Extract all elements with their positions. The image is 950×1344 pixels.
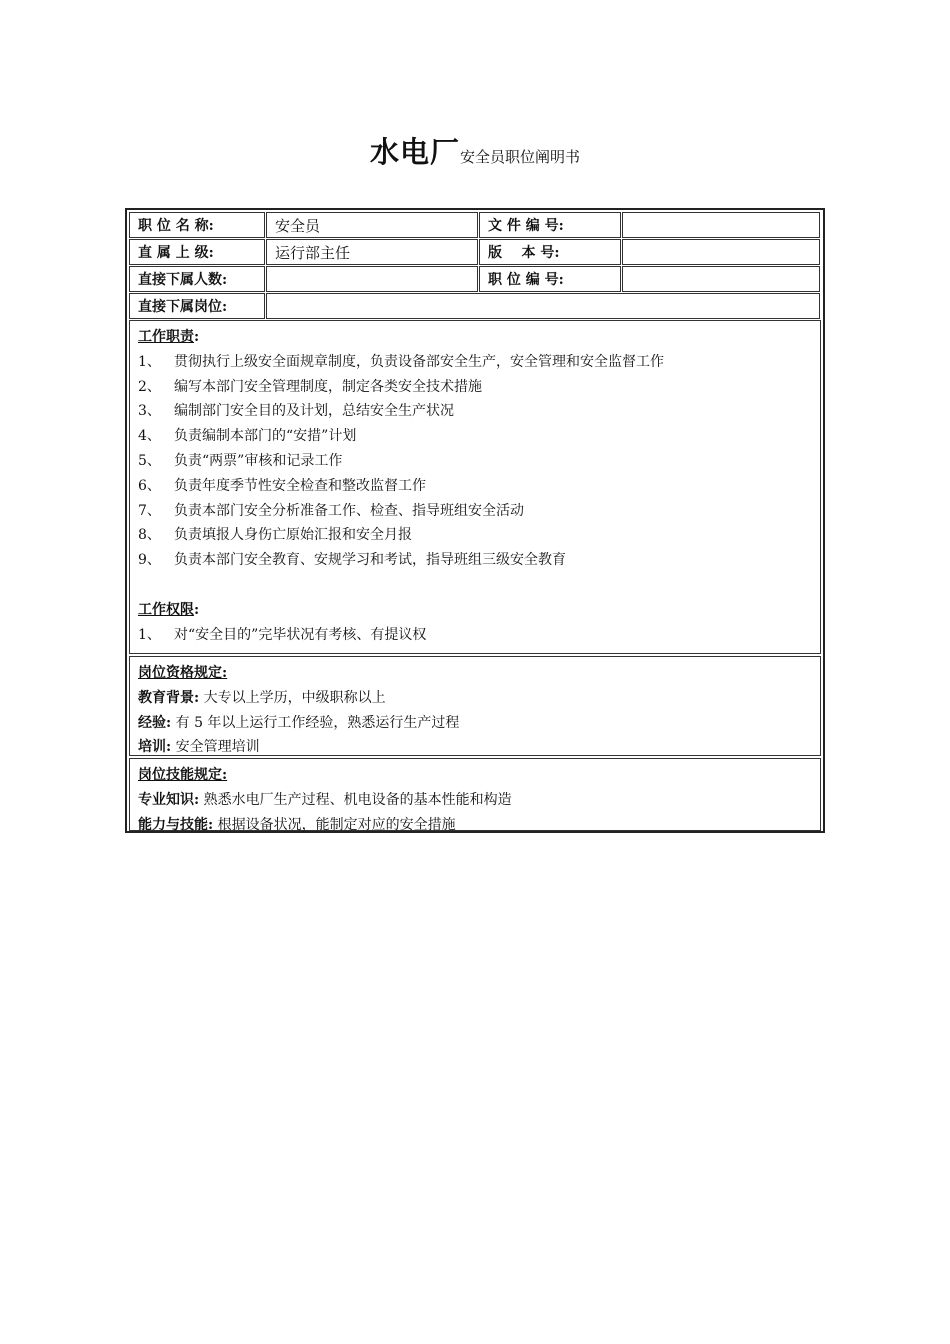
ability-label: 能力与技能: — [138, 816, 214, 833]
duties-section — [129, 320, 821, 654]
blank-line — [138, 573, 820, 598]
doc-no-value — [622, 212, 820, 238]
duty-item: 7、 负责本部门安全分析准备工作、检查、指导班组安全活动 — [138, 502, 524, 519]
duty-item: 9、 负责本部门安全教育、安规学习和考试，指导班组三级安全教育 — [138, 552, 566, 569]
skills-section — [129, 758, 821, 831]
subordinate-posts-label: 直接下属岗位: — [129, 293, 265, 319]
duty-item: 6、 负责年度季节性安全检查和整改监督工作 — [138, 477, 426, 494]
ability-line — [138, 813, 820, 838]
position-name-value: 安全员 — [266, 212, 478, 238]
duty-item: 5、 负责“两票”审核和记录工作 — [138, 452, 343, 469]
subordinate-count-label: 直接下属人数: — [129, 266, 265, 292]
training-line — [138, 735, 820, 760]
subordinate-count-value — [266, 266, 478, 292]
training-label: 培训: — [138, 739, 172, 756]
education-line — [138, 686, 820, 711]
duties-heading-text: 工作职责 — [138, 329, 194, 345]
knowledge-label: 专业知识: — [138, 791, 200, 808]
position-no-label: 职 位 编 号: — [479, 266, 621, 292]
authority-item: 1、 对“安全目的”完毕状况有考核、有提议权 — [138, 626, 427, 643]
title-sub: 安全员职位阐明书 — [460, 148, 581, 166]
qualifications-section — [129, 656, 821, 756]
job-description-table — [125, 208, 825, 833]
superior-value: 运行部主任 — [266, 239, 478, 265]
version-label: 版 本 号: — [479, 239, 621, 265]
info-grid — [129, 212, 821, 320]
position-name-label: 职 位 名 称: — [129, 212, 265, 238]
authority-heading: 工作权限: — [138, 601, 200, 618]
document-title — [0, 130, 950, 171]
education-value: 大专以上学历，中级职称以上 — [203, 689, 386, 706]
title-main: 水电厂 — [369, 135, 460, 169]
superior-label: 直 属 上 级: — [129, 239, 265, 265]
doc-no-label: 文 件 编 号: — [479, 212, 621, 238]
training-value: 安全管理培训 — [175, 739, 260, 756]
knowledge-line — [138, 788, 820, 813]
subordinate-posts-value — [266, 293, 820, 319]
position-no-value — [622, 266, 820, 292]
experience-line — [138, 711, 820, 736]
experience-value: 有 5 年以上运行工作经验，熟悉运行生产过程 — [175, 714, 460, 731]
experience-label: 经验: — [138, 714, 172, 731]
qualifications-heading: 岗位资格规定: — [138, 665, 228, 681]
version-value — [622, 239, 820, 265]
skills-heading: 岗位技能规定: — [138, 767, 228, 783]
ability-value: 根据设备状况，能制定对应的安全措施 — [217, 816, 456, 833]
duty-item: 2、 编写本部门安全管理制度，制定各类安全技术措施 — [138, 378, 482, 395]
duty-item: 4、 负责编制本部门的“安措”计划 — [138, 428, 357, 445]
authority-heading-text: 工作权限 — [138, 601, 194, 618]
duties-heading: 工作职责: — [138, 329, 200, 345]
duty-item: 8、 负责填报人身伤亡原始汇报和安全月报 — [138, 527, 412, 544]
knowledge-value: 熟悉水电厂生产过程、机电设备的基本性能和构造 — [203, 791, 512, 808]
duty-item: 3、 编制部门安全目的及计划，总结安全生产状况 — [138, 403, 454, 420]
duty-item: 1、 贯彻执行上级安全面规章制度，负责设备部安全生产，安全管理和安全监督工作 — [138, 353, 664, 370]
education-label: 教育背景: — [138, 689, 200, 706]
